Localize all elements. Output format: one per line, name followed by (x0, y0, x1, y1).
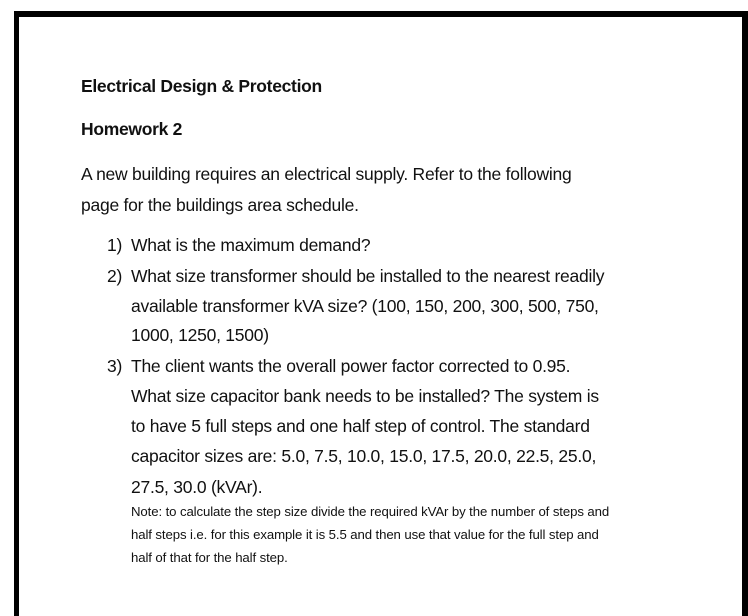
note-line: half of that for the half step. (131, 550, 288, 565)
intro-line: A new building requires an electrical supply. Refer to the following (81, 164, 572, 184)
homework-heading: Homework 2 (81, 119, 183, 139)
page-border-left (14, 11, 19, 616)
question-line: to have 5 full steps and one half step of control. The standard (131, 416, 590, 436)
intro-line: page for the buildings area schedule. (81, 195, 359, 215)
question-line: available transformer kVA size? (100, 150, 200, 300, 500, 750, (131, 296, 599, 316)
note-line: Note: to calculate the step size divide the required kVAr by the number of steps and (131, 504, 610, 519)
note-line: half steps i.e. for this example it is 5.5 and then use that value for the full step and (131, 527, 599, 542)
question-line: What size transformer should be installed to the nearest readily (131, 266, 605, 286)
question-line: What size capacitor bank needs to be installed? The system is (131, 386, 599, 406)
question-number: 3) (107, 356, 123, 376)
page-border-top (14, 11, 748, 17)
page-border-right (742, 11, 748, 616)
question-line: The client wants the overall power factor corrected to 0.95. (131, 356, 571, 376)
document-title: Electrical Design & Protection (81, 76, 322, 96)
question-line: capacitor sizes are: 5.0, 7.5, 10.0, 15.0, 17.5, 20.0, 22.5, 25.0, (131, 446, 597, 466)
question-number: 2) (107, 266, 123, 286)
question-line: 27.5, 30.0 (kVAr). (131, 477, 263, 497)
question-line: 1000, 1250, 1500) (131, 325, 269, 345)
question-number: 1) (107, 235, 123, 255)
question-line: What is the maximum demand? (131, 235, 371, 255)
